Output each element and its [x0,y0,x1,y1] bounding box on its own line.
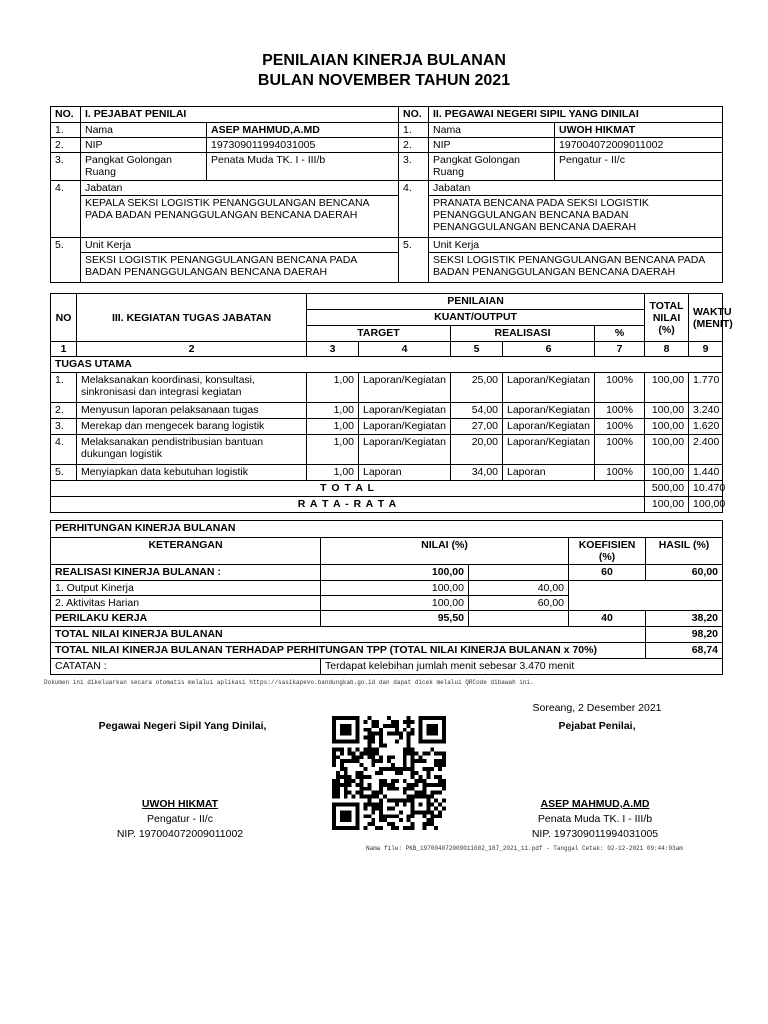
right-signer-nip: NIP. 197309011994031005 [531,828,659,840]
left-jabatan-value: KEPALA SEKSI LOGISTIK PENANGGULANGAN BENCANA PADA BADAN PENANGGULANGAN BENCANA DAERAH [81,196,399,238]
left-signer-rank: Pengatur - II/c [147,813,213,825]
hasil-header: HASIL (%) [646,538,723,565]
task-nilai: 100,00 [645,373,689,403]
footer-note: Dokumen ini dikeluarkan secara otomatis melalui aplikasi https://sasikapevo.bandungkab.go.id dan dapat dicek melalui QRCode dibawah ini. [44,679,534,686]
percent-header: % [595,326,645,342]
perilaku-kerja-nilai: 95,50 [321,611,469,627]
task-kegiatan: Menyiapkan data kebutuhan logistik [77,465,307,481]
rata-rata-nilai: 100,00 [645,497,689,513]
task-row [51,435,723,465]
col-number: 5 [451,342,503,357]
task-realisasi-unit: Laporan/Kegiatan [503,435,595,465]
task-target-unit: Laporan/Kegiatan [359,419,451,435]
no-header: NO [51,294,77,342]
koefisien-header: KOEFISIEN (%) [569,538,646,565]
row-number: 2. [51,138,81,153]
total-nilai-kinerja-value: 98,20 [646,627,723,643]
total-nilai-header: TOTAL NILAI (%) [645,294,689,342]
aktivitas-harian-label: 2. Aktivitas Harian [51,596,321,611]
task-realisasi-value: 54,00 [451,403,503,419]
row-number: 3. [51,153,81,181]
perilaku-kerja-hasil: 38,20 [646,611,723,627]
kegiatan-header: III. KEGIATAN TUGAS JABATAN [77,294,307,342]
task-realisasi-value: 25,00 [451,373,503,403]
task-no: 5. [51,465,77,481]
realisasi-label: REALISASI KINERJA BULANAN : [51,565,321,581]
task-waktu: 3.240 [689,403,723,419]
task-waktu: 2.400 [689,435,723,465]
aktivitas-harian-nilai: 100,00 [321,596,469,611]
task-waktu: 1.620 [689,419,723,435]
right-signer-rank: Penata Muda TK. I - III/b [537,813,653,825]
total-nilai-kinerja-label: TOTAL NILAI KINERJA BULANAN [51,627,646,643]
task-waktu: 1.440 [689,465,723,481]
total-nilai: 500,00 [645,481,689,497]
document-subtitle: BULAN NOVEMBER TAHUN 2021 [257,72,511,89]
identity-table [50,106,723,283]
task-no: 1. [51,373,77,403]
row-number: 1. [399,123,429,138]
target-header: TARGET [307,326,451,342]
total-label: T O T A L [51,481,645,497]
left-signer-name: UWOH HIKMAT [141,798,219,810]
task-target-value: 1,00 [307,419,359,435]
task-percent: 100% [595,465,645,481]
left-pangkat-value: Penata Muda TK. I - III/b [207,153,399,181]
total-waktu: 10.470 [689,481,723,497]
task-row [51,373,723,403]
rata-rata-waktu: 100,00 [689,497,723,513]
task-realisasi-value: 34,00 [451,465,503,481]
task-target-unit: Laporan/Kegiatan [359,403,451,419]
catatan-label: CATATAN : [51,659,321,675]
task-realisasi-unit: Laporan [503,465,595,481]
nip-label: NIP [429,138,555,153]
row-number: 5. [399,238,429,283]
nilai-header: NILAI (%) [321,538,569,565]
realisasi-koefisien: 60 [569,565,646,581]
task-realisasi-unit: Laporan/Kegiatan [503,403,595,419]
output-kinerja-nilai: 100,00 [321,581,469,596]
task-no: 2. [51,403,77,419]
task-row [51,403,723,419]
task-target-value: 1,00 [307,403,359,419]
right-unit-value: SEKSI LOGISTIK PENANGGULANGAN BENCANA PADA BADAN PENANGGULANGAN BENCANA DAERAH [429,253,723,283]
keterangan-header: KETERANGAN [51,538,321,565]
file-info: Nama file: PKB_197004072009011002_187_2021_11.pdf - Tanggal Cetak: 02-12-2021 09:44:03am [366,845,683,852]
row-number: 2. [399,138,429,153]
blank-cell [646,581,723,611]
perilaku-kerja-label: PERILAKU KERJA [51,611,321,627]
task-nilai: 100,00 [645,419,689,435]
task-nilai: 100,00 [645,403,689,419]
task-kegiatan: Melaksanakan pendistribusian bantuan dukungan logistik [77,435,307,465]
task-percent: 100% [595,419,645,435]
col-number: 4 [359,342,451,357]
task-no: 4. [51,435,77,465]
task-kegiatan: Merekap dan mengecek barang logistik [77,419,307,435]
task-target-unit: Laporan/Kegiatan [359,435,451,465]
unit-label: Unit Kerja [81,238,399,253]
qr-code-icon [332,716,446,830]
realisasi-empty [469,565,569,581]
row-number: 4. [399,181,429,238]
right-nama-value: UWOH HIKMAT [555,123,723,138]
task-percent: 100% [595,403,645,419]
output-kinerja-label: 1. Output Kinerja [51,581,321,596]
right-jabatan-value: PRANATA BENCANA PADA SEKSI LOGISTIK PENANGGULANGAN BENCANA BADAN PENANGGULANGAN BENCANA DAERAH [429,196,723,238]
right-pangkat-value: Pengatur - II/c [555,153,723,181]
task-no: 3. [51,419,77,435]
row-number: 1. [51,123,81,138]
task-percent: 100% [595,435,645,465]
task-row [51,419,723,435]
nama-label: Nama [81,123,207,138]
task-kegiatan: Melaksanakan koordinasi, konsultasi, sinkronisasi dan integrasi kegiatan [77,373,307,403]
perilaku-empty [469,611,569,627]
task-target-value: 1,00 [307,435,359,465]
nama-label: Nama [429,123,555,138]
realisasi-header: REALISASI [451,326,595,342]
waktu-header: WAKTU (MENIT) [689,294,723,342]
tpp-label: TOTAL NILAI KINERJA BULANAN TERHADAP PERHITUNGAN TPP (TOTAL NILAI KINERJA BULANAN x 70%) [51,643,646,659]
realisasi-nilai: 100,00 [321,565,469,581]
col-number: 3 [307,342,359,357]
tpp-value: 68,74 [646,643,723,659]
output-kinerja-weight: 40,00 [469,581,569,596]
realisasi-hasil: 60,00 [646,565,723,581]
aktivitas-harian-weight: 60,00 [469,596,569,611]
task-realisasi-value: 27,00 [451,419,503,435]
task-target-value: 1,00 [307,465,359,481]
task-realisasi-unit: Laporan/Kegiatan [503,419,595,435]
left-signer-nip: NIP. 197004072009011002 [116,828,244,840]
row-number: 3. [399,153,429,181]
document-title: PENILAIAN KINERJA BULANAN [262,52,506,69]
task-target-unit: Laporan [359,465,451,481]
col-number: 9 [689,342,723,357]
task-target-unit: Laporan/Kegiatan [359,373,451,403]
perhitungan-header: PERHITUNGAN KINERJA BULANAN [51,521,723,538]
jabatan-label: Jabatan [81,181,399,196]
nip-label: NIP [81,138,207,153]
pejabat-penilai-header: I. PEJABAT PENILAI [81,107,399,123]
task-nilai: 100,00 [645,465,689,481]
left-nama-value: ASEP MAHMUD,A.MD [207,123,399,138]
no-header-right: NO. [399,107,429,123]
pns-dinilai-header: II. PEGAWAI NEGERI SIPIL YANG DINILAI [429,107,723,123]
right-nip-value: 197004072009011002 [555,138,723,153]
pangkat-label: Pangkat Golongan Ruang [81,153,207,181]
perhitungan-table [50,520,723,675]
row-number: 4. [51,181,81,238]
left-nip-value: 197309011994031005 [207,138,399,153]
blank-cell [569,581,646,611]
no-header-left: NO. [51,107,81,123]
col-number: 2 [77,342,307,357]
left-unit-value: SEKSI LOGISTIK PENANGGULANGAN BENCANA PADA BADAN PENANGGULANGAN BENCANA DAERAH [81,253,399,283]
task-nilai: 100,00 [645,435,689,465]
task-realisasi-value: 20,00 [451,435,503,465]
left-signer-title: Pegawai Negeri Sipil Yang Dinilai, [98,720,267,732]
penilaian-header: PENILAIAN [307,294,645,310]
kuant-output-header: KUANT/OUTPUT [307,310,645,326]
jabatan-label: Jabatan [429,181,723,196]
col-number: 8 [645,342,689,357]
task-percent: 100% [595,373,645,403]
rata-rata-label: R A T A - R A T A [51,497,645,513]
catatan-text: Terdapat kelebihan jumlah menit sebesar 3.470 menit [321,659,723,675]
tugas-utama-section: TUGAS UTAMA [51,357,723,373]
task-realisasi-unit: Laporan/Kegiatan [503,373,595,403]
task-row [51,465,723,481]
right-signer-name: ASEP MAHMUD,A.MD [540,798,650,810]
perilaku-kerja-koefisien: 40 [569,611,646,627]
col-number: 1 [51,342,77,357]
unit-label: Unit Kerja [429,238,723,253]
task-waktu: 1.770 [689,373,723,403]
col-number: 6 [503,342,595,357]
task-kegiatan: Menyusun laporan pelaksanaan tugas [77,403,307,419]
task-target-value: 1,00 [307,373,359,403]
pangkat-label: Pangkat Golongan Ruang [429,153,555,181]
col-number: 7 [595,342,645,357]
row-number: 5. [51,238,81,283]
right-signer-title: Pejabat Penilai, [558,720,636,732]
tasks-table [50,293,733,513]
place-date: Soreang, 2 Desember 2021 [532,702,662,714]
